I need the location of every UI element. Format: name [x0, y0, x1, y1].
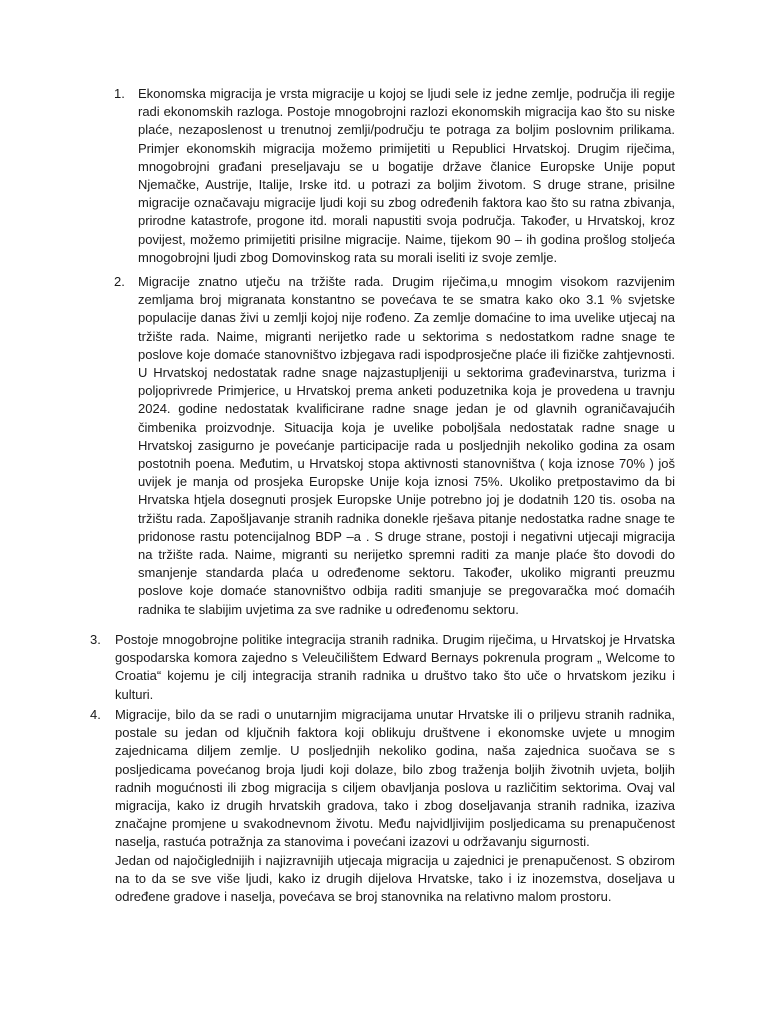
list-item-text-continuation: Jedan od najočiglednijih i najizravnijih utjecaja migracija u zajednici je prenapučenost. S obzirom na to da se sve više ljudi, kako iz drugih dijelova Hrvatske, tako i iz inozemstva, doseljava u određene gradove i naselja, povećava se broj stanovnika na relativno malom prostoru. [115, 852, 675, 905]
list-item-number: 1. [114, 86, 125, 101]
list-item [90, 631, 675, 704]
list-item-text: Migracije znatno utječu na tržište rada. Drugim riječima,u mnogim visokom razvijenim zemljama broj migranata konstantno se povećava te se smatra kako oko 3.1 % svjetske populacije danas živi u zemlji kojoj nije rođeno. Za zemlje domaćine to ima uvelike utjecaj na tržište rada. Naime, migranti nerijetko rade u sektorima s nedostatkom radne snage te poslove koje domaće stanovništvo izbjegava radi ispodprosječne plaće ili fizičke zahtjevnosti. U Hrvatskoj nedostatak radne snage najzastupljeniji u sektorima građevinarstva, turizma i poljoprivrede Primjerice, u Hrvatskoj prema anketi poduzetnika koja je provedena u travnju 2024. godine nedostatak kvalificirane radne snage jedan je od glavnih ograničavajućih čimbenika proizvodnje. Situacija koja je uvelike poboljšala nedostatak radne snage u Hrvatskoj zasigurno je povećanje participacije rada u posljednjih nekoliko godina za osam postotnih poena. Međutim, u Hrvatskoj stopa aktivnosti stanovništva ( koja iznose 70% ) još uvijek je manja od prosjeka Europske Unije koja iznosi 75%. Ukoliko pretpostavimo da bi Hrvatska htjela dosegnuti prosjek Europske Unije potrebno joj je dodatnih 120 tis. osoba na tržištu rada. Zapošljavanje stranih radnika donekle rješava pitanje nedostatka radne snage te pridonose rastu potencijalnog BDP –a . S druge strane, postoji i negativni utjecaji migracija na tržište rada. Naime, migranti su nerijetko spremni raditi za manje plaće što dovodi do smanjenje standarda plaća u određenome sektoru. Također, ukoliko migranti preuzmu poslove koje domaće stanovništvo odbija raditi smanjuje se pregovaračka moć domaćih radnika te slabijim uvjetima za sve radnike u određenomu sektoru. [138, 274, 675, 617]
list-item-number: 3. [90, 632, 101, 647]
list-item-text: Postoje mnogobrojne politike integracija stranih radnika. Drugim riječima, u Hrvatskoj je Hrvatska gospodarska komora zajedno s Veleučilištem Edward Bernays pokrenula program „ Welcome to Croatia“ kojemu je cilj integracija stranih radnika u društvo tako što uče o hrvatskom jeziku i kulturi. [115, 632, 675, 702]
list-item-text: Ekonomska migracija je vrsta migracije u kojoj se ljudi sele iz jedne zemlje, područja ili regije radi ekonomskih razloga. Postoje mnogobrojni razlozi ekonomskih migracija kao što su niske plaće, nezaposlenost u trenutnoj zemlji/području te potraga za boljim poslovnim prilikama. Primjer ekonomskih migracija možemo primijetiti u Republici Hrvatskoj. Drugim riječima, mnogobrojni građani preseljavaju se u bogatije države članice Europske Unije poput Njemačke, Austrije, Italije, Irske itd. u potrazi za boljim životom. S druge strane, prisilne migracije označavaju migracije ljudi koji su zbog određenih faktora kao što su ratna zbivanja, prirodne katastrofe, progone itd. morali napustiti svoja područja. Također, u Hrvatskoj, kroz povijest, možemo primijetiti prisilne migracije. Naime, tijekom 90 – ih godina prošlog stoljeća mnogobrojni ljudi zbog Domovinskog rata su morali iseliti iz svoje zemlje. [138, 86, 675, 265]
list-item [90, 706, 675, 906]
list-item-number: 4. [90, 707, 101, 722]
list-item [114, 85, 675, 267]
list-item [114, 273, 675, 619]
list-item-text: Migracije, bilo da se radi o unutarnjim migracijama unutar Hrvatske ili o priljevu stranih radnika, postale su jedan od ključnih faktora koji oblikuju društvene i ekonomske uvjete u mnogim zajednicama diljem zemlje. U posljednjih nekoliko godina, naša zajednica suočava se s posljedicama povećanog broja ljudi koji dolaze, bilo zbog traženja boljih životnih uvjeta, boljih radnih mogućnosti ili zbog migracija s ciljem obavljanja poslova u različitim sektorima. Ovaj val migracija, kako iz drugih hrvatskih gradova, tako i zbog doseljavanja stranih radnika, izaziva značajne promjene u svakodnevnom životu. Među najvidljivijim posljedicama su prenapučenost naselja, rastuća potražnja za stanovima i povećani izazovi u održavanju sigurnosti. [115, 707, 675, 850]
list-item-number: 2. [114, 274, 125, 289]
